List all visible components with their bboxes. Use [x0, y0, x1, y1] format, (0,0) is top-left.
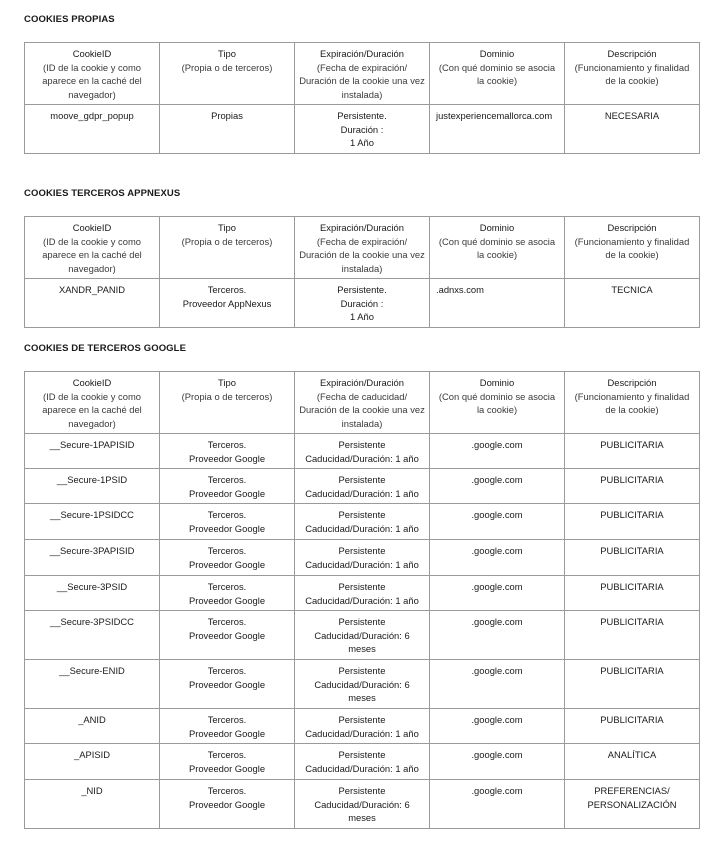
header-cookieid: CookieID (ID de la cookie y como aparece en la caché del navegador): [25, 217, 160, 279]
cell-descripcion: TECNICA: [565, 279, 700, 328]
cell-expiracion: Persistente Caducidad/Duración: 1 año: [295, 709, 430, 744]
cell-expiracion: Persistente Caducidad/Duración: 1 año: [295, 576, 430, 611]
header-cookieid: CookieID (ID de la cookie y como aparece en la caché del navegador): [25, 43, 160, 105]
cell-dominio: .google.com: [430, 434, 565, 469]
header-cookieid: CookieID (ID de la cookie y como aparece en la caché del navegador): [25, 372, 160, 434]
table-row: [25, 576, 700, 611]
cell-dominio: .google.com: [430, 540, 565, 576]
table-row: [25, 744, 700, 780]
section-title-propias: COOKIES PROPIAS: [24, 14, 115, 25]
cell-tipo: Terceros. Proveedor Google: [160, 469, 295, 504]
cell-dominio: justexperiencemallorca.com: [430, 105, 565, 154]
cell-tipo: Terceros. Proveedor Google: [160, 576, 295, 611]
cookies-appnexus-table: [24, 216, 700, 328]
cell-expiracion: Persistente Caducidad/Duración: 1 año: [295, 504, 430, 540]
cell-cookieid: __Secure-1PSID: [25, 469, 160, 504]
table-row: [25, 611, 700, 660]
table-row: [25, 660, 700, 709]
table-row: [25, 780, 700, 829]
cell-descripcion: PUBLICITARIA: [565, 504, 700, 540]
header-dominio: Dominio (Con qué dominio se asocia la cookie): [430, 372, 565, 434]
header-descripcion: Descripción (Funcionamiento y finalidad de la cookie): [565, 217, 700, 279]
cell-tipo: Terceros. Proveedor Google: [160, 780, 295, 829]
header-dominio: Dominio (Con qué dominio se asocia la cookie): [430, 43, 565, 105]
cell-dominio: .google.com: [430, 744, 565, 780]
cell-dominio: .google.com: [430, 469, 565, 504]
table-header-row: [25, 43, 700, 105]
cell-cookieid: __Secure-1PSIDCC: [25, 504, 160, 540]
cell-tipo: Terceros. Proveedor Google: [160, 434, 295, 469]
cell-expiracion: Persistente Caducidad/Duración: 1 año: [295, 540, 430, 576]
cell-expiracion: Persistente Caducidad/Duración: 1 año: [295, 469, 430, 504]
cell-descripcion: NECESARIA: [565, 105, 700, 154]
cell-dominio: .google.com: [430, 660, 565, 709]
cell-descripcion: PUBLICITARIA: [565, 469, 700, 504]
cell-descripcion: PREFERENCIAS/ PERSONALIZACIÓN: [565, 780, 700, 829]
cell-expiracion: Persistente Caducidad/Duración: 1 año: [295, 434, 430, 469]
header-expiracion: Expiración/Duración (Fecha de expiración/ Duración de la cookie una vez instalada): [295, 43, 430, 105]
cell-cookieid: _NID: [25, 780, 160, 829]
table-row: [25, 434, 700, 469]
table-row: [25, 709, 700, 744]
cell-expiracion: Persistente Caducidad/Duración: 6 meses: [295, 780, 430, 829]
cell-tipo: Terceros. Proveedor Google: [160, 540, 295, 576]
cell-tipo: Terceros. Proveedor Google: [160, 709, 295, 744]
header-expiracion: Expiración/Duración (Fecha de caducidad/ Duración de la cookie una vez instalada): [295, 372, 430, 434]
cell-cookieid: __Secure-ENID: [25, 660, 160, 709]
cell-cookieid: _APISID: [25, 744, 160, 780]
section-title-appnexus: COOKIES TERCEROS APPNEXUS: [24, 188, 181, 199]
table-row: [25, 105, 700, 154]
cell-dominio: .google.com: [430, 780, 565, 829]
cell-cookieid: __Secure-3PSIDCC: [25, 611, 160, 660]
section-title-google: COOKIES DE TERCEROS GOOGLE: [24, 343, 187, 354]
cell-descripcion: PUBLICITARIA: [565, 709, 700, 744]
cell-descripcion: PUBLICITARIA: [565, 660, 700, 709]
cell-dominio: .google.com: [430, 709, 565, 744]
cell-dominio: .google.com: [430, 504, 565, 540]
cell-descripcion: PUBLICITARIA: [565, 576, 700, 611]
cell-descripcion: PUBLICITARIA: [565, 540, 700, 576]
cell-descripcion: PUBLICITARIA: [565, 611, 700, 660]
cell-cookieid: moove_gdpr_popup: [25, 105, 160, 154]
table-row: [25, 504, 700, 540]
header-descripcion: Descripción (Funcionamiento y finalidad de la cookie): [565, 43, 700, 105]
cell-cookieid: __Secure-3PSID: [25, 576, 160, 611]
cell-descripcion: PUBLICITARIA: [565, 434, 700, 469]
cell-cookieid: __Secure-3PAPISID: [25, 540, 160, 576]
header-descripcion: Descripción (Funcionamiento y finalidad de la cookie): [565, 372, 700, 434]
header-dominio: Dominio (Con qué dominio se asocia la cookie): [430, 217, 565, 279]
header-tipo: Tipo (Propia o de terceros): [160, 372, 295, 434]
header-tipo: Tipo (Propia o de terceros): [160, 43, 295, 105]
table-header-row: [25, 372, 700, 434]
cell-tipo: Terceros. Proveedor AppNexus: [160, 279, 295, 328]
cell-dominio: .adnxs.com: [430, 279, 565, 328]
cell-expiracion: Persistente. Duración : 1 Año: [295, 105, 430, 154]
cell-expiracion: Persistente Caducidad/Duración: 1 año: [295, 744, 430, 780]
cookies-google-table: [24, 371, 700, 829]
cell-tipo: Terceros. Proveedor Google: [160, 504, 295, 540]
cell-cookieid: _ANID: [25, 709, 160, 744]
cell-dominio: .google.com: [430, 611, 565, 660]
cell-tipo: Propias: [160, 105, 295, 154]
cell-descripcion: ANALÍTICA: [565, 744, 700, 780]
cell-cookieid: __Secure-1PAPISID: [25, 434, 160, 469]
cell-dominio: .google.com: [430, 576, 565, 611]
cell-expiracion: Persistente Caducidad/Duración: 6 meses: [295, 660, 430, 709]
cell-expiracion: Persistente Caducidad/Duración: 6 meses: [295, 611, 430, 660]
cell-tipo: Terceros. Proveedor Google: [160, 744, 295, 780]
cell-expiracion: Persistente. Duración : 1 Año: [295, 279, 430, 328]
table-row: [25, 540, 700, 576]
header-expiracion: Expiración/Duración (Fecha de expiración/ Duración de la cookie una vez instalada): [295, 217, 430, 279]
table-row: [25, 469, 700, 504]
table-row: [25, 279, 700, 328]
header-tipo: Tipo (Propia o de terceros): [160, 217, 295, 279]
cookies-propias-table: [24, 42, 700, 154]
cell-tipo: Terceros. Proveedor Google: [160, 660, 295, 709]
cell-cookieid: XANDR_PANID: [25, 279, 160, 328]
table-header-row: [25, 217, 700, 279]
cell-tipo: Terceros. Proveedor Google: [160, 611, 295, 660]
